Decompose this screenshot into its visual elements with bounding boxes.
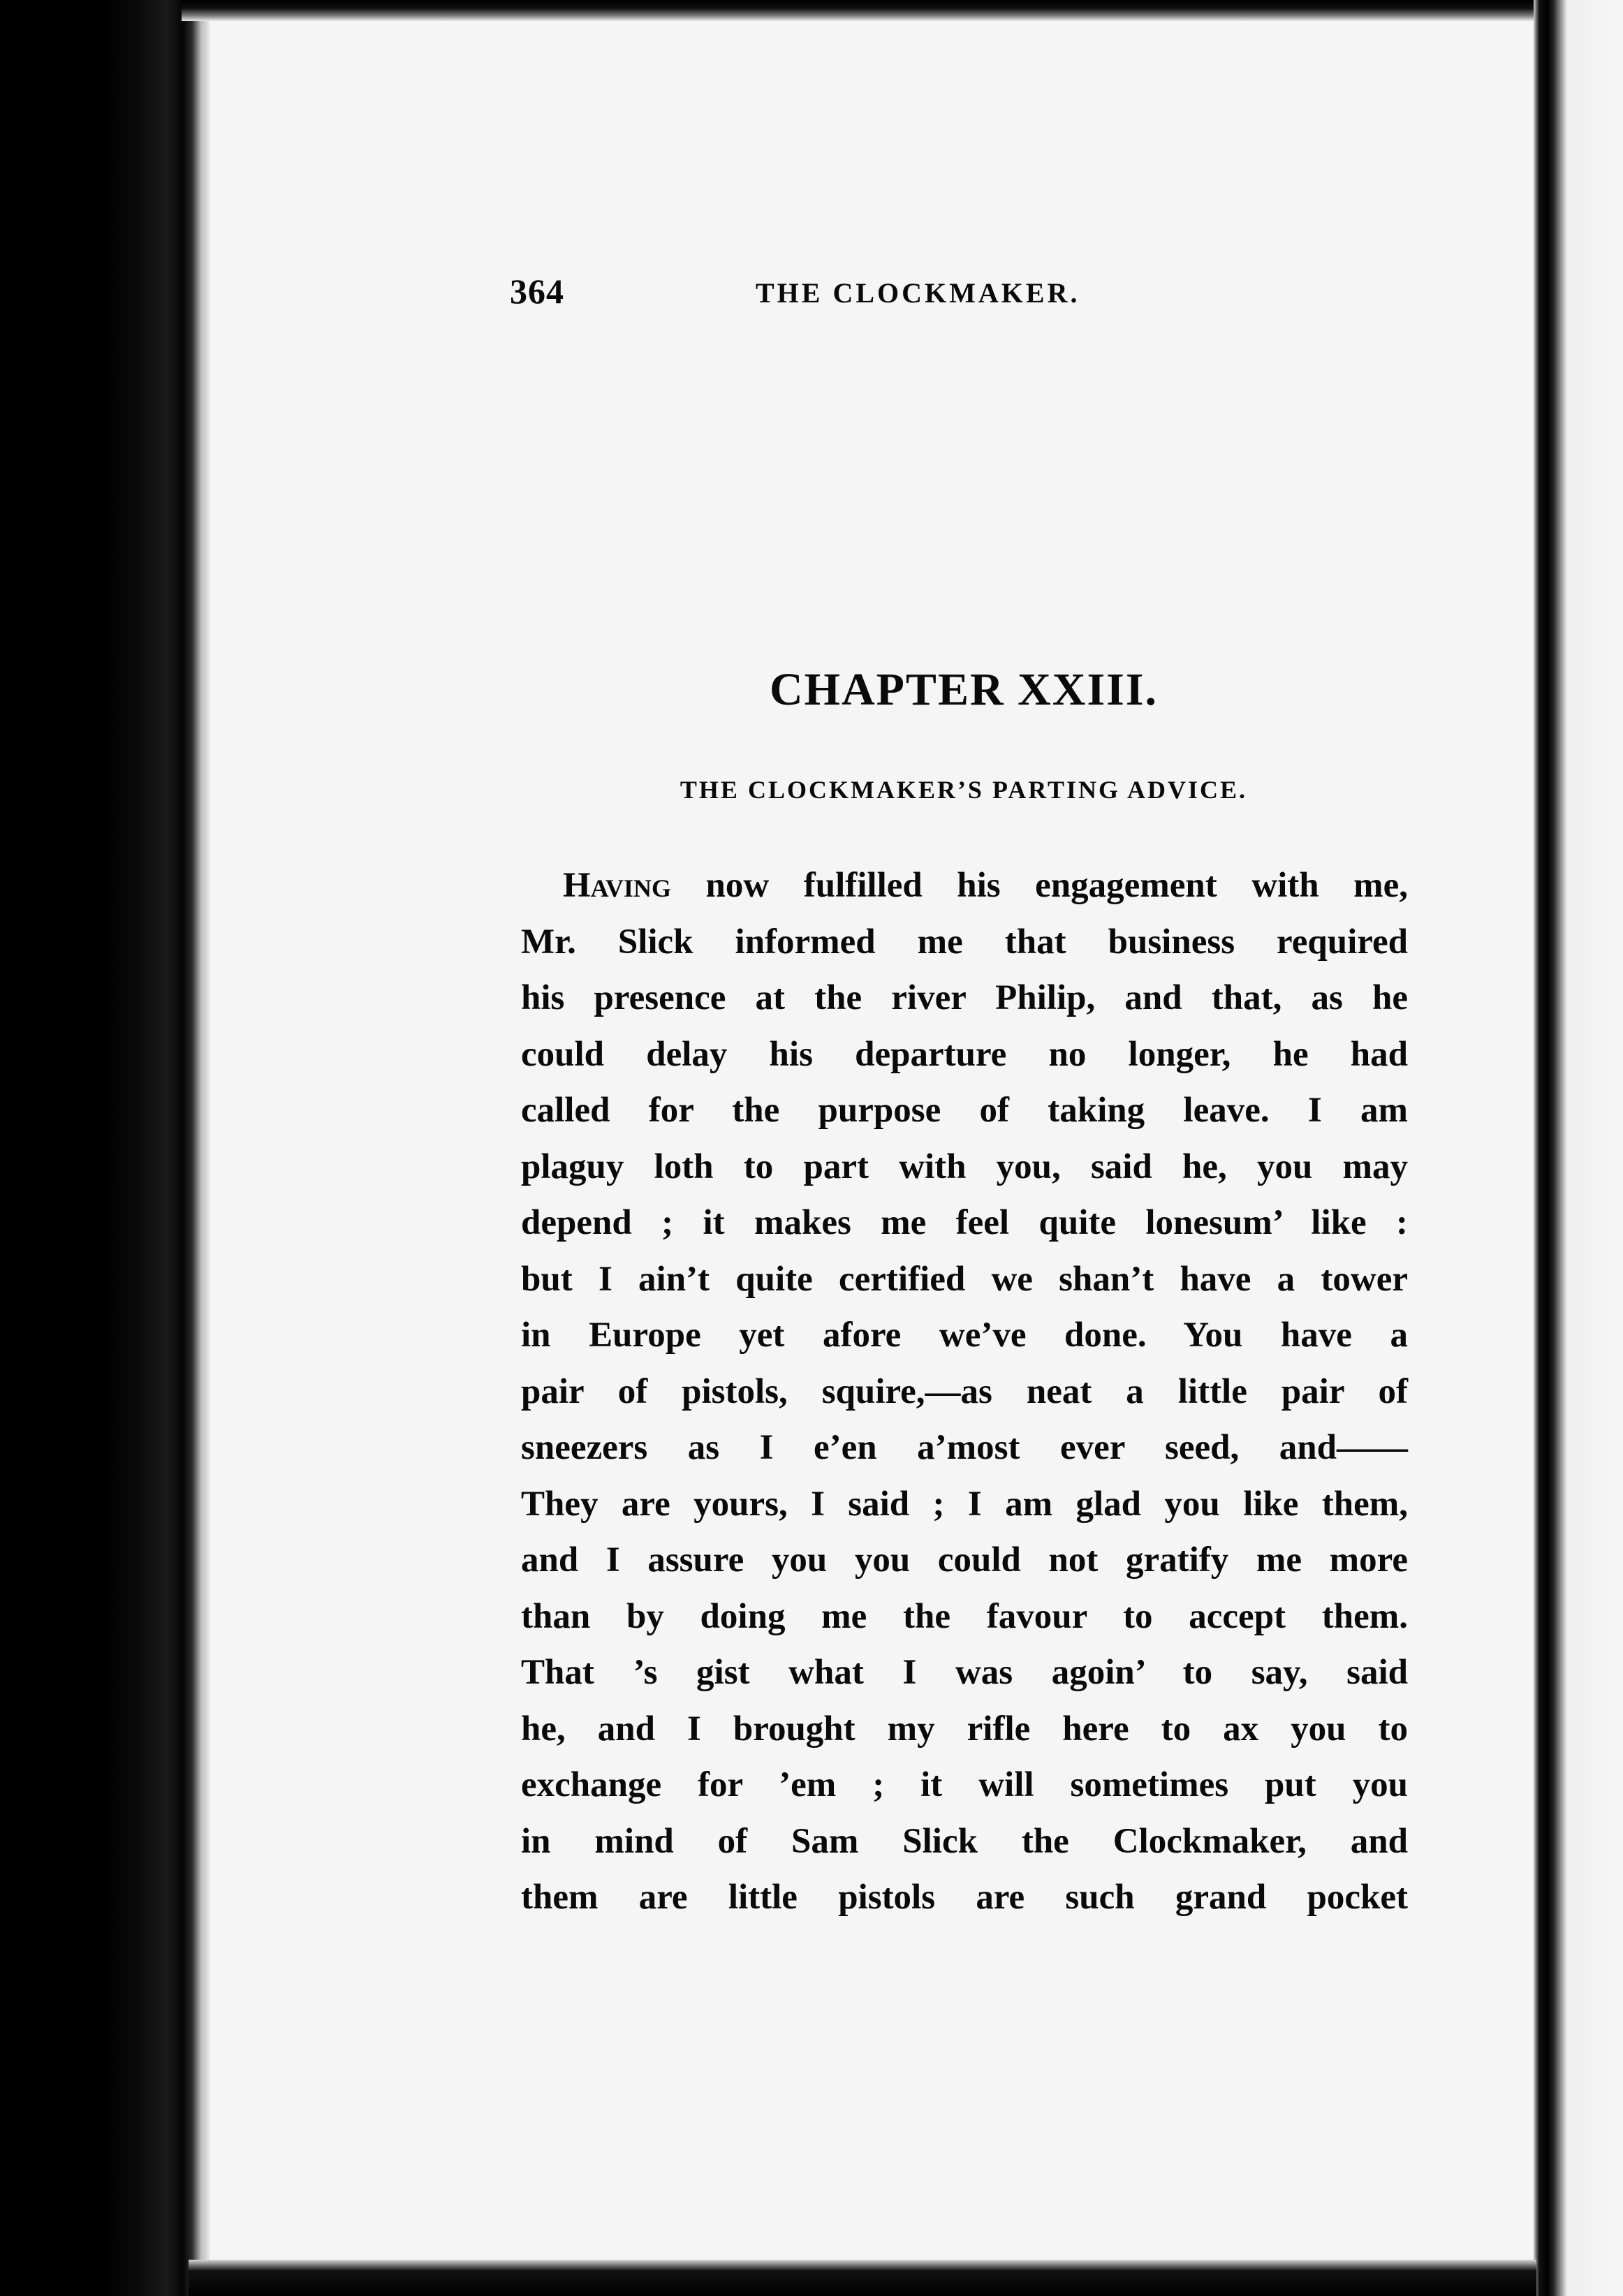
right-page-gutter [1534, 0, 1623, 2296]
chapter-subtitle: THE CLOCKMAKER’S PARTING ADVICE. [680, 776, 1248, 804]
chapter-title: CHAPTER XXIII. [769, 664, 1159, 715]
body-line-12: They are yours, I said ; I am glad you like them, [521, 1484, 1408, 1524]
body-line-17: exchange for ’em ; it will sometimes put you [521, 1765, 1408, 1804]
running-head [510, 271, 1138, 320]
body-line-9: in Europe yet afore we’ve done. You have a [521, 1316, 1408, 1355]
body-line-10: pair of pistols, squire,—as neat a little pair of [521, 1371, 1408, 1411]
body-line-5: called for the purpose of taking leave. I am [521, 1091, 1408, 1130]
opening-word: Having [563, 866, 672, 905]
body-line-6: plaguy loth to part with you, said he, you may [521, 1147, 1408, 1186]
first-line-text: now fulfilled his engagement with me, [671, 866, 1408, 905]
body-line-16: he, and I brought my rifle here to ax you to [521, 1709, 1408, 1749]
bottom-scan-edge [189, 2260, 1536, 2296]
chapter-body [521, 858, 1408, 1926]
binding-edge [0, 0, 210, 2296]
body-line-4: could delay his departure no longer, he had [521, 1034, 1408, 1074]
body-line-13: and I assure you you could not gratify me more [521, 1540, 1408, 1580]
body-line-3: his presence at the river Philip, and that, as he [521, 978, 1408, 1017]
body-line-15: That ’s gist what I was agoin’ to say, said [521, 1653, 1408, 1692]
body-line-18: in mind of Sam Slick the Clockmaker, and [521, 1821, 1408, 1861]
body-line-7: depend ; it makes me feel quite lonesum’ like : [521, 1203, 1408, 1242]
body-line-1 [521, 858, 1408, 914]
top-scan-edge [182, 0, 1550, 21]
body-line-19: them are little pistols are such grand pocket [521, 1878, 1408, 1917]
body-line-11: sneezers as I e’en a’most ever seed, and—— [521, 1428, 1408, 1467]
body-line-14: than by doing me the favour to accept them. [521, 1596, 1408, 1636]
running-title: THE CLOCKMAKER. [756, 277, 1080, 309]
body-line-8: but I ain’t quite certified we shan’t have a tower [521, 1259, 1408, 1299]
body-line-2: Mr. Slick informed me that business required [521, 922, 1408, 962]
page-number: 364 [510, 272, 564, 311]
